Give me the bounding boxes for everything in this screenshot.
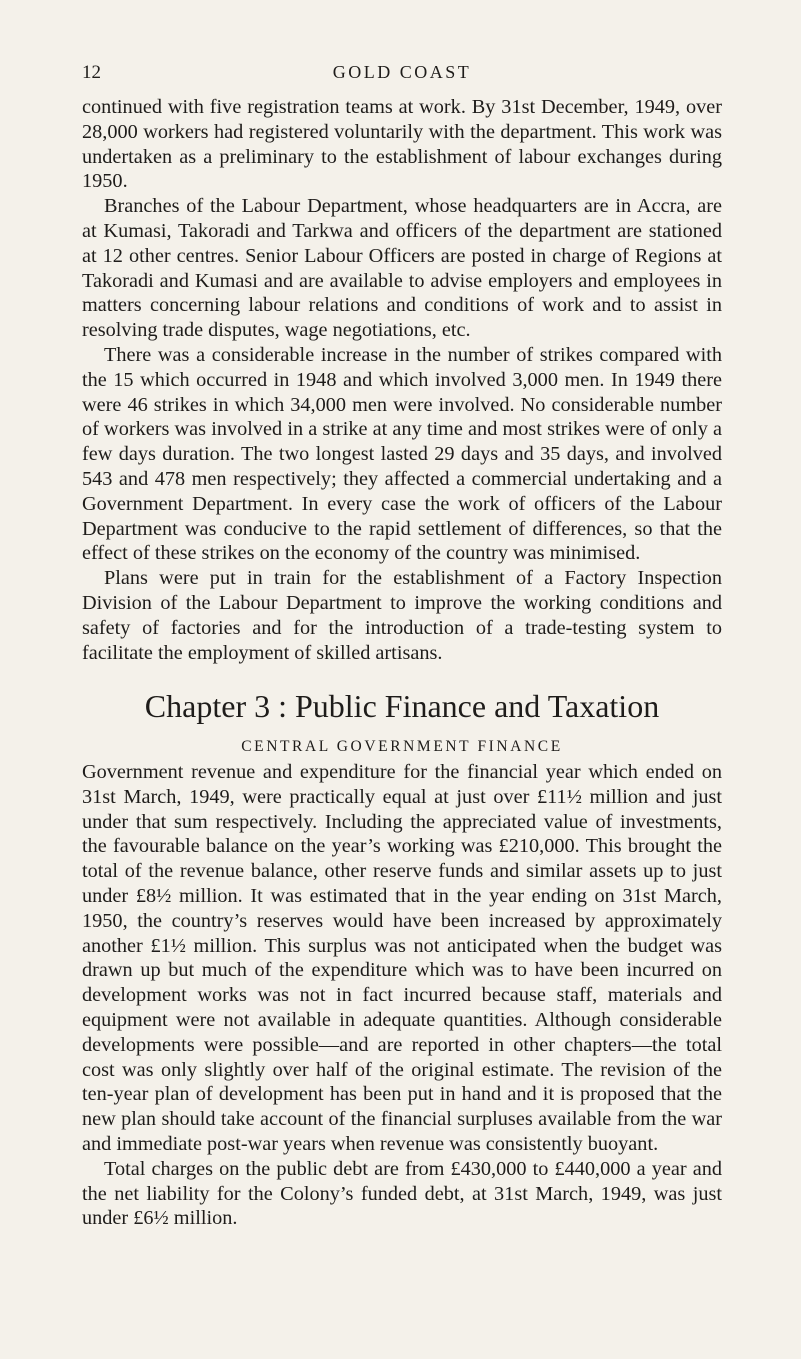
paragraph: There was a considerable increase in the number of strikes compared with the 15 which occurred in 1948 and which involved 3,000 men. In 1949 there were 46 strikes in which 34,000 men were involved. No considerable number of workers was involved in a strike at any time and most strikes were of only a few days duration. The two longest lasted 29 days and 35 days, and involved 543 and 478 men respectively; they affected a commercial undertaking and a Government Department. In every case the work of officers of the Labour Department was conducive to the rapid settlement of differences, so that the effect of these strikes on the economy of the country was minimised. (82, 343, 722, 565)
paragraph: Government revenue and expenditure for the financial year which ended on 31st March, 1949, were practically equal at just over £11½ million and just under that sum respectively. Including the appreciated value of investments, the favourable balance on the year’s working was £210,000. This brought the total of the revenue balance, other reserve funds and similar assets up to just under £8½ million. It was estimated that in the year ending on 31st March, 1950, the country’s reserves would have been increased by approximately another £1½ million. This surplus was not anticipated when the budget was drawn up but much of the expenditure which was to have been incurred on development works was not in fact incurred because staff, materials and equipment were not available in adequate quantities. Although considerable developments were possible—and are reported in other chapters—the total cost was only slightly over half of the original estimate. The revision of the ten-year plan of development has been put in hand and it is proposed that the new plan should take account of the financial surpluses available from the war and immediate post-war years when revenue was consistently buoyant. (82, 761, 722, 1155)
paragraph: continued with five registration teams at work. By 31st December, 1949, over 28,000 workers had registered voluntarily with the department. This work was undertaken as a preliminary to the establishment of labour exchanges during 1950. (82, 96, 722, 193)
labour-section-text (82, 95, 722, 665)
chapter-title: Chapter 3 : Public Finance and Taxation (144, 688, 660, 724)
paragraph: Branches of the Labour Department, whose headquarters are in Accra, are at Kumasi, Takoradi and Tarkwa and officers of the department are stationed at 12 other centres. Senior Labour Officers are posted in charge of Regions at Takoradi and Kumasi and are available to advise employers and employees in matters concerning labour relations and conditions of work and to assist in resolving trade disputes, wage negotiations, etc. (82, 195, 722, 342)
finance-section-text (82, 760, 722, 1231)
running-header (82, 62, 722, 88)
running-title: GOLD COAST (332, 62, 472, 82)
paragraph: Plans were put in train for the establishment of a Factory Inspection Division of the Labour Department to improve the working conditions and safety of factories and for the introduction of a trade-testing system to facilitate the employment of skilled artisans. (82, 567, 722, 664)
page-number: 12 (82, 62, 101, 83)
section-title: CENTRAL GOVERNMENT FINANCE (241, 738, 563, 755)
paragraph: Total charges on the public debt are from £430,000 to £440,000 a year and the net liability for the Colony’s funded debt, at 31st March, 1949, was just under £6½ million. (82, 1157, 722, 1230)
